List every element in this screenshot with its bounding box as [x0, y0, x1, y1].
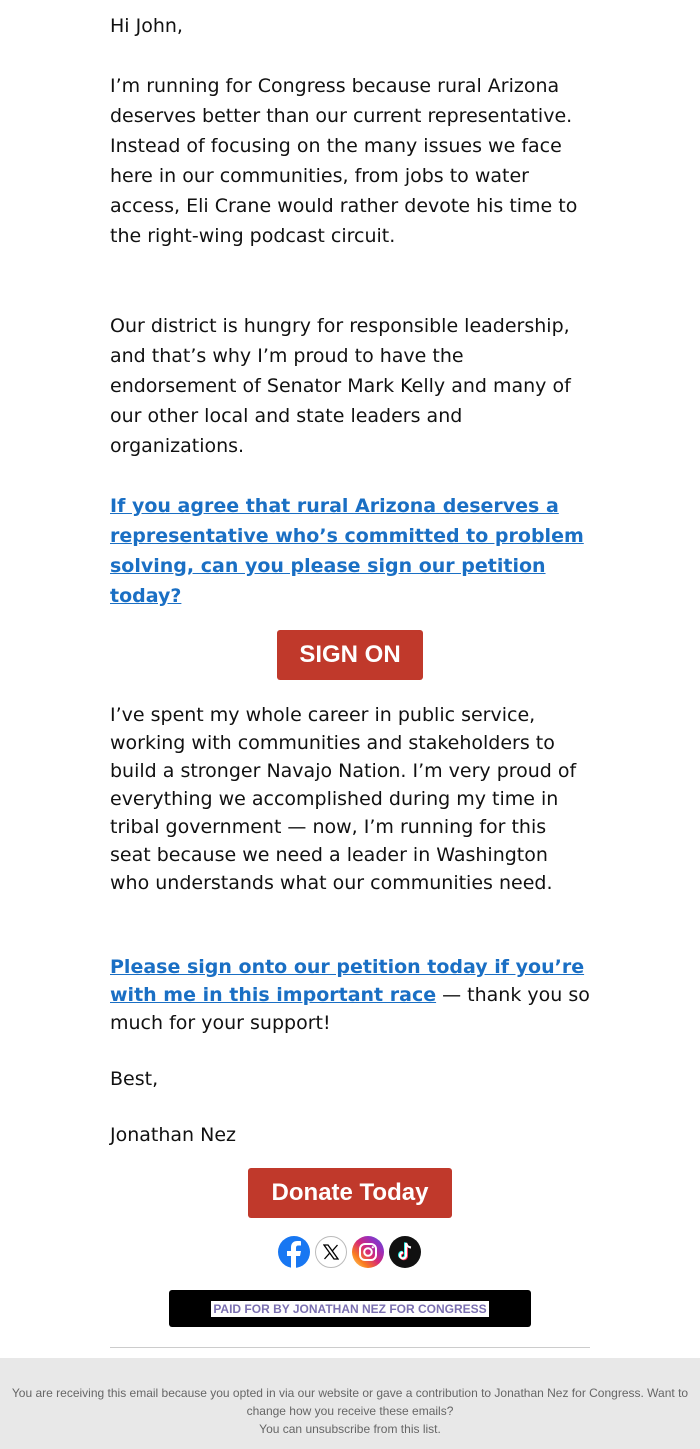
sign-on-button[interactable]: SIGN ON: [277, 630, 423, 680]
facebook-icon[interactable]: [278, 1236, 310, 1268]
paragraph-4-suffix: — thank you so much for your support!: [110, 984, 590, 1034]
paragraph-3: I’ve spent my whole career in public service, working with communities and stakeholders to build a stronger Navajo Nation. I’m very proud of everything we accomplished during my time in tribal government — now, I’m running for this seat because we need a leader in Washington who understands what our communities need.: [110, 704, 577, 894]
paragraph-2: Our district is hungry for responsible leadership, and that’s why I’m proud to have the endorsement of Senator Mark Kelly and many of our other local and state leaders and organizations.: [110, 315, 571, 457]
paid-for-disclaimer: [169, 1290, 531, 1327]
social-icons: [278, 1236, 421, 1268]
instagram-icon[interactable]: [352, 1236, 384, 1268]
paid-for-text: PAID FOR BY JONATHAN NEZ FOR CONGRESS: [213, 1301, 487, 1316]
signature: Jonathan Nez: [110, 1124, 237, 1146]
donate-today-button[interactable]: Donate Today: [248, 1168, 452, 1218]
greeting: Hi John,: [110, 15, 183, 37]
petition-link-paragraph: [110, 491, 590, 611]
closing: Best,: [110, 1068, 159, 1090]
paragraph-4: [110, 953, 590, 1037]
email-footer: [0, 1358, 700, 1449]
tiktok-icon[interactable]: [389, 1236, 421, 1268]
divider: [110, 1347, 590, 1348]
x-icon[interactable]: [315, 1236, 347, 1268]
footer-notice: You are receiving this email because you opted in via our website or gave a contribution to Jonathan Nez for Congress. Want to change how you receive these emails?: [11, 1386, 689, 1418]
paragraph-1: I’m running for Congress because rural Arizona deserves better than our current representative. Instead of focusing on the many issues we face here in our communities, from jobs to water access, Eli Crane would rather devote his time to the right-wing podcast circuit.: [110, 75, 578, 247]
petition-link-2[interactable]: Please sign onto our petition today if you’re with me in this important race: [110, 956, 585, 1006]
petition-link-1[interactable]: If you agree that rural Arizona deserves a representative who’s committed to problem solving, can you please sign our petition today?: [110, 495, 584, 607]
unsubscribe-text[interactable]: You can unsubscribe from this list.: [259, 1422, 441, 1436]
